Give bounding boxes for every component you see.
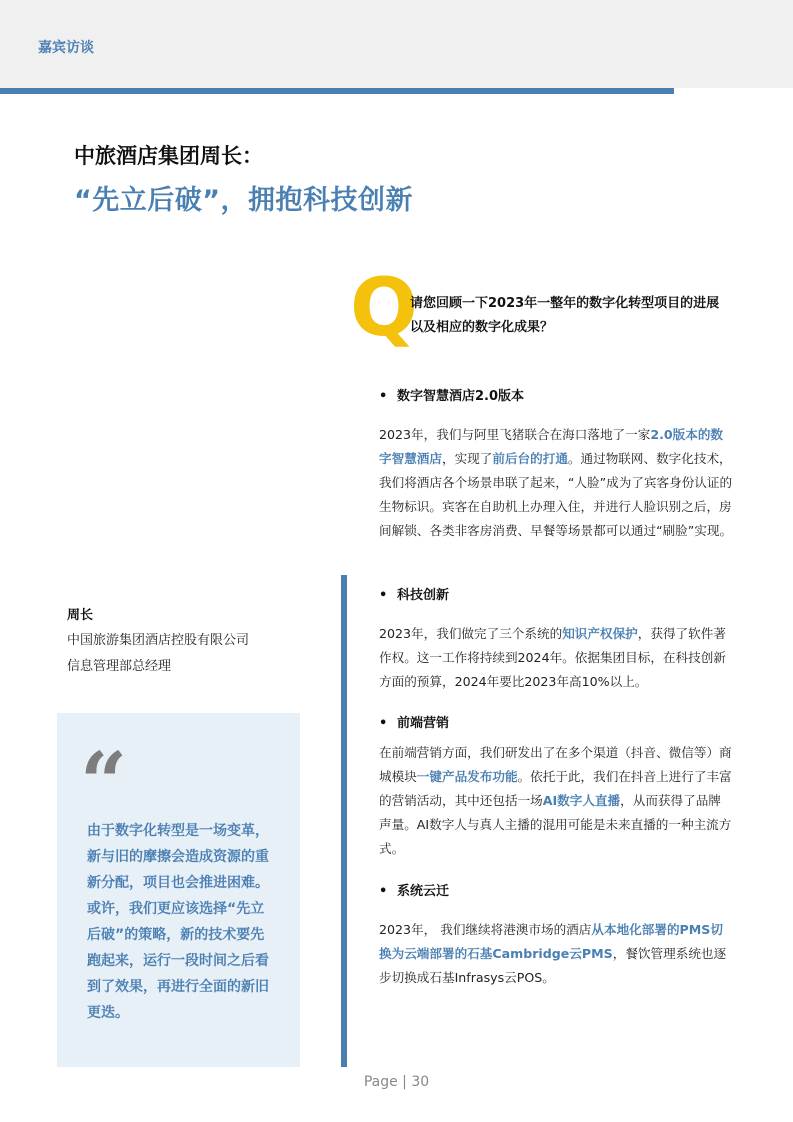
header-band (0, 0, 793, 88)
bullet-dot: • (379, 588, 388, 603)
paragraph-text: ，实现了 (441, 451, 493, 466)
paragraph-text: 2023年，我们做完了三个系统的 (379, 626, 563, 641)
paragraph-text: 。通过物联网、数字化技术，我们将酒店各个场景串联了起来，“人脸”成为了宾客身份认证的生物标识。宾客在自助机上办理入住，并进行人脸识别之后，房间解锁、各类非客房消费、早餐等场景都可以通过“刷脸”实现。 (379, 451, 733, 538)
quote-mark-icon: “ (80, 735, 128, 831)
paragraph-text: 在前端营销方面，我们研发出了在多个渠道（抖音、微信等）商城模块 (379, 745, 732, 784)
section-heading (379, 584, 449, 603)
article-title-line1: 中旅酒店集团周长： (74, 144, 263, 168)
section-paragraph (379, 423, 733, 543)
highlight-text: 知识产权保护 (562, 626, 638, 641)
section-heading-text: 数字智慧酒店2.0版本 (397, 389, 525, 404)
bullet-dot: • (379, 716, 388, 731)
paragraph-text: 2023年，我们与阿里飞猪联合在海口落地了一家 (379, 427, 651, 442)
section-heading-text: 科技创新 (397, 588, 450, 603)
bullet-dot: • (379, 389, 388, 404)
person-name: 周长 (67, 608, 94, 623)
page-number: Page | 30 (363, 1074, 430, 1090)
question-text: 请您回顾一下2023年一整年的数字化转型项目的进展以及相应的数字化成果？ (410, 296, 720, 335)
highlight-text: 2.0版本的数字智慧酒店 (379, 427, 724, 466)
section-label: 嘉宾访谈 (38, 40, 94, 56)
highlight-text: 前后台的打通 (492, 451, 568, 466)
paragraph-text: ，餐饮管理系统也逐步切换成石基Infrasys云POS。 (379, 946, 727, 985)
header-rule (0, 88, 674, 94)
person-position: 信息管理部总经理 (67, 659, 172, 674)
accent-vertical-bar (341, 575, 347, 1067)
highlight-text: AI数字人直播 (542, 793, 621, 808)
bullet-dot: • (379, 884, 388, 899)
paragraph-text: 2023年， 我们继续将港澳市场的酒店 (379, 922, 592, 937)
paragraph-text: ，从而获得了品牌声量。AI数字人与真人主播的混用可能是未来直播的一种主流方式。 (379, 793, 732, 856)
section-heading (379, 385, 524, 404)
section-paragraph (379, 741, 733, 861)
paragraph-text: ，获得了软件著作权。这一工作将持续到2024年。依据集团目标，在科技创新方面的预算，2024年要比2023年高10%以上。 (379, 626, 726, 689)
person-company: 中国旅游集团酒店控股有限公司 (67, 633, 250, 648)
section-heading (379, 880, 449, 899)
section-heading-text: 系统云迁 (397, 884, 450, 899)
article-title-line2: “先立后破”，拥抱科技创新 (74, 185, 413, 216)
section-paragraph (379, 918, 733, 990)
question-mark-letter: Q (350, 261, 419, 354)
paragraph-text: 。依托于此，我们在抖音上进行了丰富的营销活动，其中还包括一场 (379, 769, 732, 808)
highlight-text: 一键产品发布功能 (416, 769, 518, 784)
section-heading (379, 712, 449, 731)
highlight-text: 从本地化部署的PMS切换为云端部署的石基Cambridge云PMS (379, 922, 723, 961)
section-heading-text: 前端营销 (397, 716, 450, 731)
section-paragraph (379, 622, 733, 694)
pull-quote-text: 由于数字化转型是一场变革，新与旧的摩擦会造成资源的重新分配，项目也会推进困难。或许，我们更应该选择“先立后破”的策略，新的技术要先跑起来，运行一段时间之后看到了效果，再进行全面的新旧更迭。 (87, 823, 269, 1021)
